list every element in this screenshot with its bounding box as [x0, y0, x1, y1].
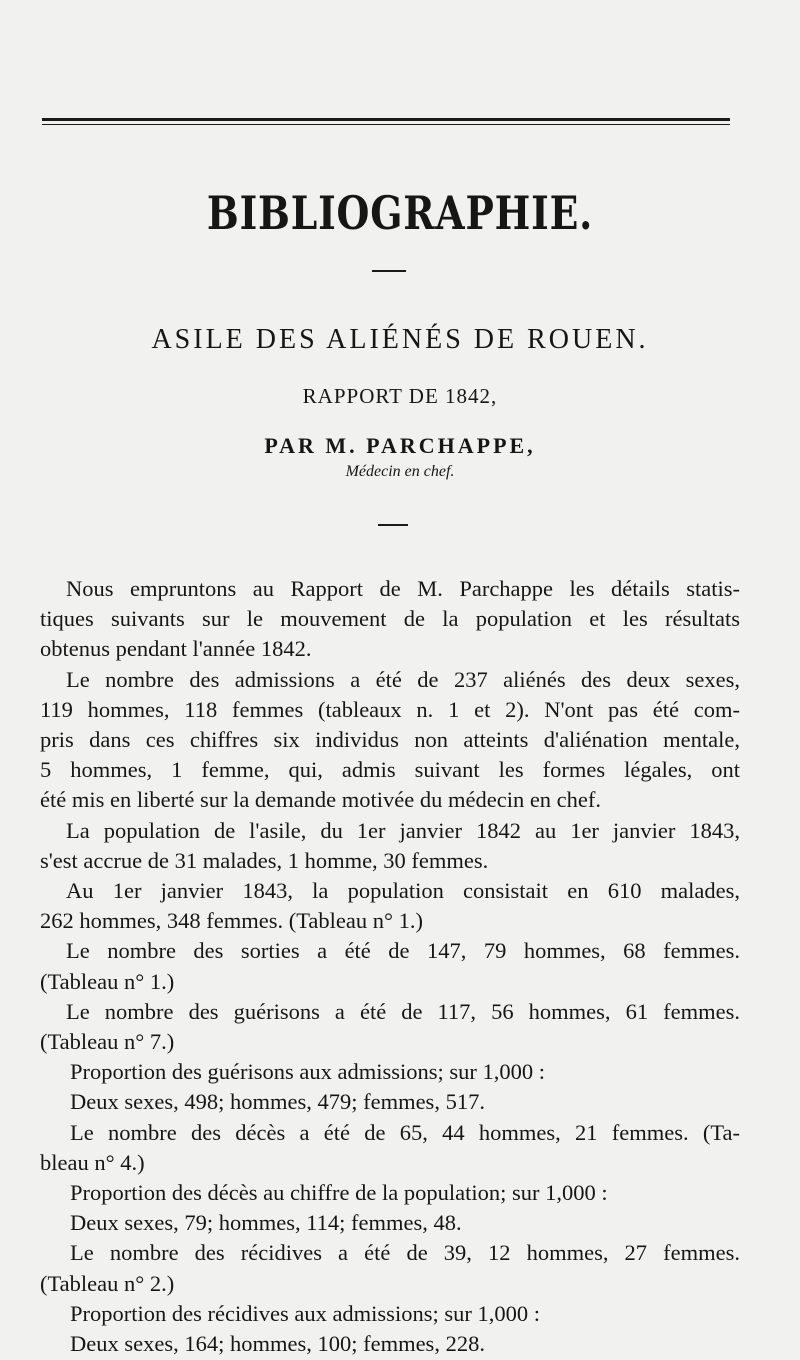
header-rule — [42, 118, 730, 121]
text-line: s'est accrue de 31 malades, 1 homme, 30 femmes. — [40, 847, 489, 873]
text-line: Deux sexes, 79; hommes, 114; femmes, 48. — [70, 1210, 462, 1236]
text-line: Le nombre des sorties a été de 147, 79 hommes, 68 femmes. — [66, 938, 740, 964]
text-line: 5 hommes, 1 femme, qui, admis suivant les formes légales, ont — [40, 757, 740, 783]
text-line: Deux sexes, 498; hommes, 479; femmes, 517. — [70, 1089, 485, 1115]
text-line: obtenus pendant l'année 1842. — [40, 636, 312, 662]
text-line: Le nombre des guérisons a été de 117, 56 hommes, 61 femmes. — [66, 998, 740, 1024]
text-line: été mis en liberté sur la demande motivée du médecin en chef. — [40, 787, 602, 813]
text-line: Le nombre des décès a été de 65, 44 hommes, 21 femmes. (Ta- — [70, 1119, 740, 1145]
header-rule-thin — [42, 124, 730, 125]
title-divider — [372, 270, 406, 272]
text-line: Proportion des récidives aux admissions; sur 1,000 : — [70, 1300, 540, 1326]
text-line: La population de l'asile, du 1er janvier 1842 au 1er janvier 1843, — [66, 817, 740, 843]
article-body — [40, 574, 740, 1359]
text-line: (Tableau n° 1.) — [40, 968, 175, 994]
section-divider — [378, 524, 408, 526]
text-line: Nous empruntons au Rapport de M. Parchappe les détails statis- — [66, 576, 740, 601]
text-line: Le nombre des récidives a été de 39, 12 hommes, 27 femmes. — [70, 1240, 740, 1266]
text-line: Au 1er janvier 1843, la population consistait en 610 malades, — [66, 878, 740, 904]
text-line: pris dans ces chiffres six individus non atteints d'aliénation mentale, — [40, 727, 740, 753]
author-role: Médecin en chef. — [345, 463, 455, 480]
text-line: Le nombre des admissions a été de 237 aliénés des deux sexes, — [66, 666, 740, 692]
text-line: 119 hommes, 118 femmes (tableaux n. 1 et 2). N'ont pas été com- — [40, 696, 740, 722]
author-heading: PAR M. PARCHAPPE, — [264, 433, 536, 458]
text-line: (Tableau n° 2.) — [40, 1270, 175, 1296]
text-line: tiques suivants sur le mouvement de la population et les résultats — [40, 606, 740, 632]
text-line: Deux sexes, 164; hommes, 100; femmes, 228. — [70, 1331, 485, 1357]
section-heading: ASILE DES ALIÉNÉS DE ROUEN. — [151, 324, 649, 355]
page-title: BIBLIOGRAPHIE. — [206, 186, 594, 240]
text-line: Proportion des guérisons aux admissions; sur 1,000 : — [70, 1059, 545, 1085]
text-line: 262 hommes, 348 femmes. (Tableau n° 1.) — [40, 908, 423, 934]
text-line: bleau n° 4.) — [40, 1149, 145, 1175]
report-heading: RAPPORT DE 1842, — [302, 384, 498, 408]
text-line: Proportion des décès au chiffre de la population; sur 1,000 : — [70, 1180, 608, 1206]
text-line: (Tableau n° 7.) — [40, 1029, 175, 1055]
